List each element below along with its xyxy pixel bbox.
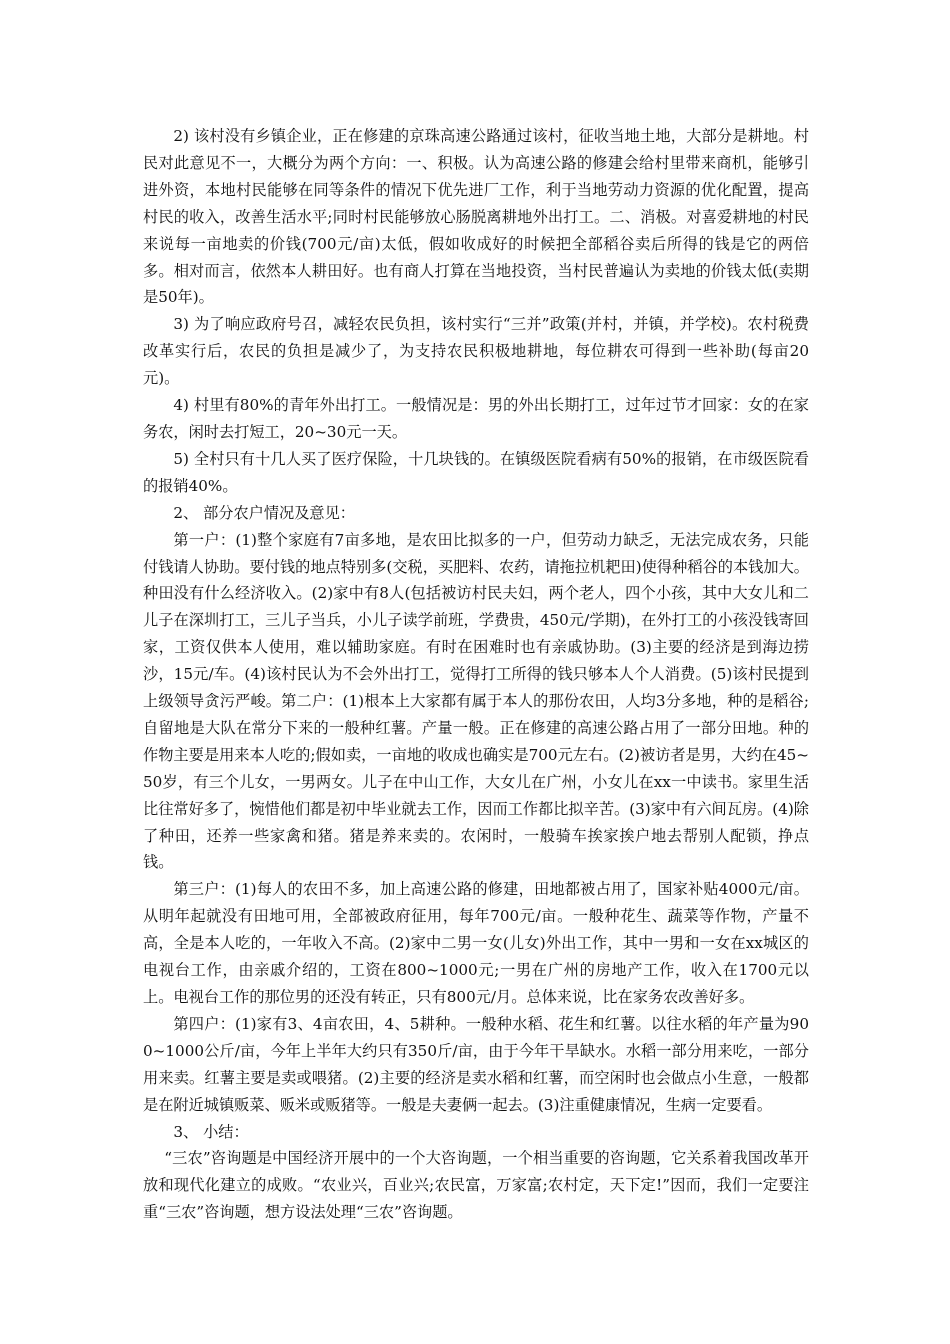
- section-heading-summary: 3、 小结：: [173, 1122, 249, 1141]
- section-heading-households: 2、 部分农户情况及意见：: [173, 503, 355, 522]
- paragraph-household-1-2: 第一户：(1)整个家庭有7亩多地，是农田比拟多的一户，但劳动力缺乏，无法完成农务，只能付钱请人协助。要付钱的地点特别多(交税，买肥料、农药，请拖拉机耙田)使得种稻谷的本钱加大。种田没有什么经济收入。(2)家中有8人(包括被访村民夫妇，两个老人，四个小孩，其中大女儿和二儿子在深圳打工，三儿子当兵，小儿子读学前班，学费贵，450元/学期)，在外打工的小孩没钱寄回家，工资仅供本人使用，难以辅助家庭。有时在困难时也有亲戚协助。(3)主要的经济是到海边捞沙，15元/车。(4)该村民认为不会外出打工，觉得打工所得的钱只够本人个人消费。(5)该村民提到上级领导贪污严峻。第二户：(1)根本上大家都有属于本人的那份农田，人均3分多地，种的是稻谷;自留地是大队在常分下来的一般种红薯。产量一般。正在修建的高速公路占用了一部分田地。种的作物主要是用来本人吃的;假如卖，一亩地的收成也确实是700元左右。(2)被访者是男，大约在45~50岁，有三个儿女，一男两女。儿子在中山工作，大女儿在广州，小女儿在xx一中读书。家里生活比往常好多了，惋惜他们都是初中毕业就去工作，因而工作都比拟辛苦。(3)家中有六间瓦房。(4)除了种田，还养一些家禽和猪。猪是养来卖的。农闲时，一般骑车挨家挨户地去帮别人配锁，挣点钱。: [143, 530, 809, 872]
- paragraph-household-3: 第三户：(1)每人的农田不多，加上高速公路的修建，田地都被占用了，国家补贴4000元/亩。从明年起就没有田地可用，全部被政府征用，每年700元/亩。一般种花生、蔬菜等作物，产量不高，全是本人吃的，一年收入不高。(2)家中二男一女(儿女)外出工作，其中一男和一女在xx城区的电视台工作，由亲戚介绍的，工资在800~1000元;一男在广州的房地产工作，收入在1700元以上。电视台工作的那位男的还没有转正，只有800元/月。总体来说，比在家务农改善好多。: [143, 880, 809, 1006]
- paragraph-village-highway: 2) 该村没有乡镇企业，正在修建的京珠高速公路通过该村，征收当地土地，大部分是耕地。村民对此意见不一，大概分为两个方向：一、积极。认为高速公路的修建会给村里带来商机，能够引进外资，本地村民能够在同等条件的情况下优先进厂工作，利于当地劳动力资源的优化配置，提高村民的收入，改善生活水平;同时村民能够放心肠脱离耕地外出打工。二、消极。对喜爱耕地的村民来说每一亩地卖的价钱(700元/亩)太低，假如收成好的时候把全部稻谷卖后所得的钱是它的两倍多。相对而言，依然本人耕田好。也有商人打算在当地投资，当村民普遍认为卖地的价钱太低(卖期是50年)。: [143, 127, 809, 307]
- paragraph-three-merge-policy: 3) 为了响应政府号召，减轻农民负担，该村实行“三并”政策(并村，并镇，并学校)。农村税费改革实行后，农民的负担是减少了，为支持农民积极地耕地，每位耕农可得到一些补助(每亩20元)。: [143, 315, 809, 388]
- paragraph-household-4: 第四户：(1)家有3、4亩农田，4、5耕种。一般种水稻、花生和红薯。以往水稻的年产量为900~1000公斤/亩，今年上半年大约只有350斤/亩，由于今年干旱缺水。水稻一部分用来吃，一部分用来卖。红薯主要是卖或喂猪。(2)主要的经济是卖水稻和红薯，而空闲时也会做点小生意，一般都是在附近城镇贩菜、贩米或贩猪等。一般是夫妻俩一起去。(3)注重健康情况，生病一定要看。: [143, 1014, 809, 1114]
- paragraph-summary: “三农”咨询题是中国经济开展中的一个大咨询题，一个相当重要的咨询题，它关系着我国改革开放和现代化建立的成败。“农业兴，百业兴;农民富，万家富;农村定，天下定!”因而，我们一定要注重“三农”咨询题，想方设法处理“三农”咨询题。: [143, 1149, 809, 1222]
- document-body: [143, 123, 809, 1226]
- paragraph-youth-migrant-work: 4) 村里有80%的青年外出打工。一般情况是：男的外出长期打工，过年过节才回家：女的在家务农，闲时去打短工，20~30元一天。: [143, 396, 809, 441]
- paragraph-medical-insurance: 5) 全村只有十几人买了医疗保险，十几块钱的。在镇级医院看病有50%的报销，在市级医院看的报销40%。: [143, 449, 809, 495]
